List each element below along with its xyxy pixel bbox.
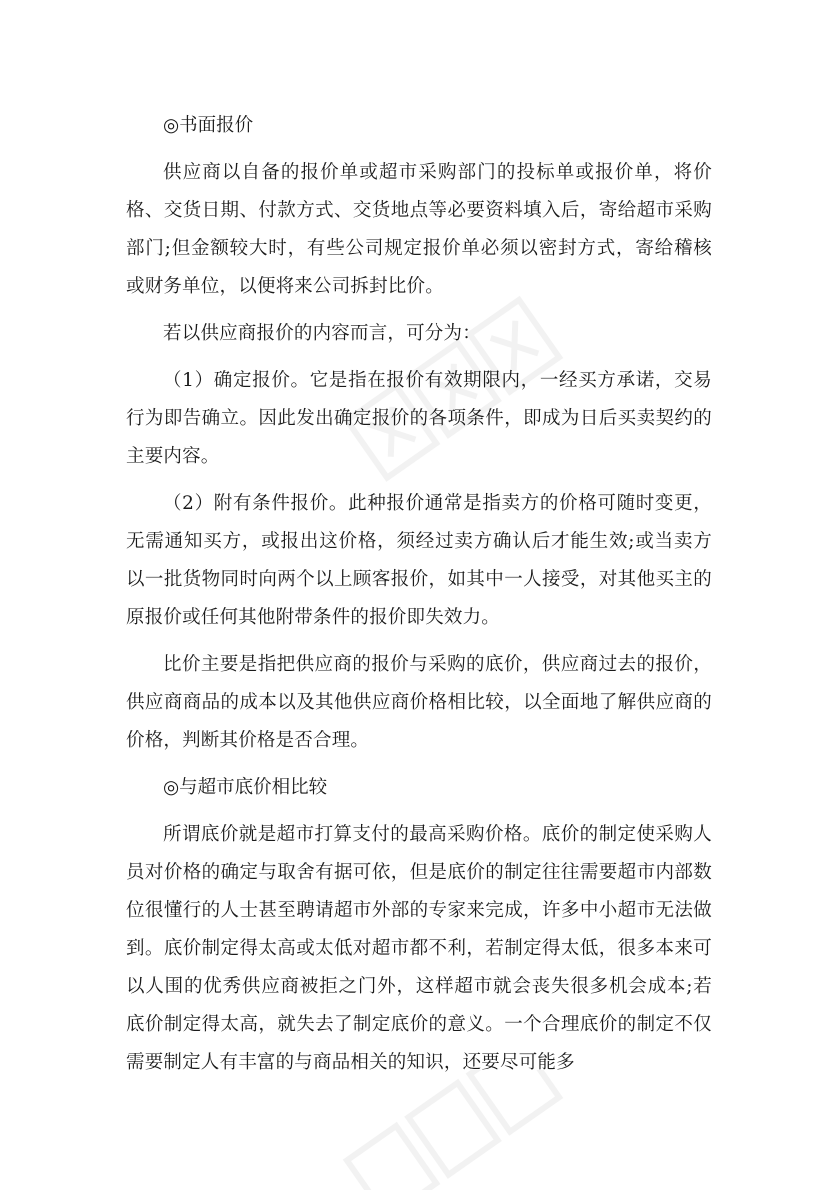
- paragraph-base-price: 所谓底价就是超市打算支付的最高采购价格。底价的制定使采购人员对价格的确定与取舍有据可依，但是底价的制定往往需要超市内部数位很懂行的人士甚至聘请超市外部的专家来完成，许多中小超市无法做到。底价制定得太高或太低对超市都不利，若制定得太低，很多本来可以人围的优秀供应商被拒之门外，这样超市就会丧失很多机会成本;若底价制定得太高，就失去了制定底价的意义。一个合理底价的制定不仅需要制定人有丰富的与商品相关的知识，还要尽可能多: [126, 824, 712, 1073]
- document-body: [126, 107, 712, 1091]
- list-item-conditional-quote: （2）附有条件报价。此种报价通常是指卖方的价格可随时变更，无需通知买方，或报出这价格，须经过卖方确认后才能生效;或当卖方以一批货物同时向两个以上顾客报价，如其中一人接受，对其他买主的原报价或任何其他附带条件的报价即失效力。: [126, 493, 712, 628]
- section-heading-base-price: ◎与超市底价相比较: [163, 777, 328, 798]
- paragraph-content-intro: 若以供应商报价的内容而言，可分为：: [163, 323, 481, 344]
- paragraph-price-compare: 比价主要是指把供应商的报价与采购的底价，供应商过去的报价，供应商商品的成本以及其他供应商价格相比较，以全面地了解供应商的价格，判断其价格是否合理。: [126, 654, 712, 751]
- section-heading-written-quote: ◎书面报价: [163, 115, 254, 136]
- list-item-firm-quote: （1）确定报价。它是指在报价有效期限内，一经买方承诺，交易行为即告确立。因此发出确定报价的各项条件，即成为日后买卖契约的主要内容。: [126, 370, 712, 467]
- paragraph-written-quote: 供应商以自备的报价单或超市采购部门的投标单或报价单，将价格、交货日期、付款方式、交货地点等必要资料填入后，寄给超市采购部门;但金额较大时，有些公司规定报价单必须以密封方式，寄给稽核或财务单位，以便将来公司拆封比价。: [126, 162, 712, 297]
